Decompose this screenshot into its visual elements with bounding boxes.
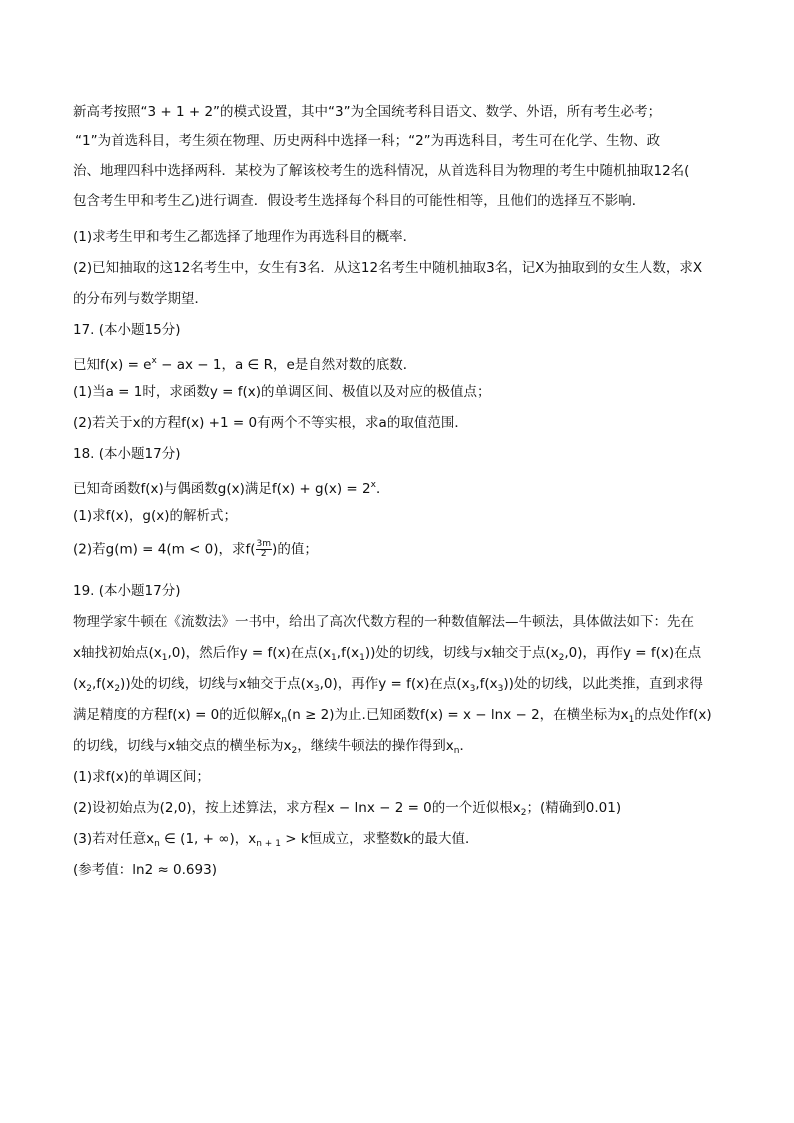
text: (1)求f(x)，g(x)的解析式；: [73, 508, 237, 524]
text: (x: [73, 676, 87, 692]
problem19-part-3: [73, 830, 478, 853]
problem19-part-1: [73, 768, 210, 786]
text: ．: [459, 738, 473, 754]
text: ∈ (1, + ∞)，x: [159, 831, 257, 847]
problem17-part-2: [73, 414, 468, 432]
text: (1)当a = 1时，求函数y = f(x)的单调区间、极值以及对应的极值点；: [73, 384, 491, 400]
problem17-text: [73, 352, 416, 374]
text: (2)若g(m) = 4(m < 0)，求f(: [73, 541, 256, 558]
text: ，继续牛顿法的操作得到x: [297, 738, 454, 754]
text: 19. (本小题17分): [73, 583, 181, 599]
subscript: 3: [497, 684, 504, 694]
text: x轴找初始点(x: [73, 645, 162, 661]
text: ,f(x: [336, 645, 360, 661]
text: 已知f(x) = e: [73, 357, 152, 373]
subscript: 3: [469, 684, 476, 694]
problem19-part-2: [73, 799, 621, 822]
problem19-text-line-2: [73, 644, 701, 667]
subscript: 2: [114, 684, 121, 694]
problem19-heading: [73, 582, 180, 600]
text: ,0)，再作y = f(x)在点(x: [319, 676, 470, 692]
problem16-text-line-1: [73, 103, 661, 121]
subscript: 2: [291, 746, 298, 756]
problem18-heading: [73, 445, 180, 463]
problem19-reference-value: [73, 861, 217, 879]
text: ,f(x: [92, 676, 115, 692]
problem17-heading: [73, 321, 180, 339]
subscript: 3: [313, 684, 320, 694]
text: (2)已知抽取的这12名考生中，女生有3名．从这12名考生中随机抽取3名，记X为抽取到的女生人数，求X: [73, 260, 703, 276]
text: 17. (本小题15分): [73, 322, 181, 338]
text: ))处的切线，切线与x轴交于点(x: [364, 645, 559, 661]
problem16-text-line-4: [73, 192, 645, 210]
text: 已知奇函数f(x)与偶函数g(x)满足f(x) + g(x) = 2: [73, 481, 371, 497]
text: > k恒成立，求整数k的最大值．: [280, 831, 479, 847]
text: ))处的切线，切线与x轴交于点(x: [120, 676, 314, 692]
subscript: n: [453, 746, 460, 756]
problem18-part-1: [73, 507, 237, 525]
denominator: 2: [260, 549, 267, 559]
problem18-part-2: [73, 540, 318, 559]
problem16-part-2-line-2: [73, 290, 208, 308]
numerator: 3m: [256, 539, 272, 549]
text: (2)设初始点为(2,0)，按上述算法，求方程x − lnx − 2 = 0的一个近似根x: [73, 800, 521, 816]
subscript: 2: [558, 653, 565, 663]
subscript: 1: [359, 653, 365, 663]
text: 的分布列与数学期望．: [73, 291, 208, 307]
text: 满足精度的方程f(x) = 0的近似解x: [73, 707, 282, 723]
text: 新高考按照“3 + 1 + 2”的模式设置，其中“3”为全国统考科目语文、数学、外语，所有考生必考；: [73, 104, 662, 120]
text: 物理学家牛顿在《流数法》一书中，给出了高次代数方程的一种数值解法—牛顿法，具体做法如下：先在: [73, 614, 694, 630]
text: ,0)，再作y = f(x)在点: [564, 645, 702, 661]
problem17-part-1: [73, 383, 491, 401]
problem19-text-line-4: [73, 706, 712, 729]
problem16-text-line-3: [73, 162, 689, 180]
text: (参考值：ln2 ≈ 0.693): [73, 862, 217, 878]
subscript: 1: [331, 653, 337, 663]
text: (1)求f(x)的单调区间；: [73, 769, 210, 785]
text: 治、地理四科中选择两科．某校为了解该校考生的选科情况，从首选科目为物理的考生中随机抽取12名(: [73, 163, 690, 179]
text: (1)求考生甲和考生乙都选择了地理作为再选科目的概率．: [73, 229, 417, 245]
text: − ax − 1，a ∈ R，e是自然对数的底数．: [156, 357, 417, 373]
superscript: x: [151, 356, 157, 366]
subscript: 1: [161, 653, 168, 663]
text: ,f(x: [475, 676, 498, 692]
subscript: n: [154, 839, 160, 849]
problem19-text-line-3: [73, 675, 703, 698]
text: 18. (本小题17分): [73, 446, 181, 462]
text: (n ≥ 2)为止.已知函数f(x) = x − lnx − 2，在横坐标为x: [286, 707, 629, 723]
fraction: [256, 540, 273, 559]
subscript: 2: [520, 808, 527, 818]
text: 的点处作f(x): [634, 707, 712, 723]
text: ,0)，然后作y = f(x)在点(x: [167, 645, 332, 661]
subscript: n: [281, 715, 287, 725]
superscript: x: [370, 480, 376, 490]
subscript: n + 1: [256, 839, 281, 849]
text: ；(精确到0.01): [526, 800, 622, 816]
text: 的切线，切线与x轴交点的横坐标为x: [73, 738, 292, 754]
text: (2)若关于x的方程f(x) +1 = 0有两个不等实根，求a的取值范围．: [73, 415, 468, 431]
text: )的值；: [272, 541, 318, 558]
problem18-text: [73, 476, 389, 498]
subscript: 1: [628, 715, 635, 725]
problem19-text-line-5: [73, 737, 473, 760]
text: ．: [375, 481, 390, 497]
text: “1”为首选科目，考生须在物理、历史两科中选择一科；“2”为再选科目，考生可在化学、生物、政: [75, 133, 661, 149]
problem16-part-1: [73, 228, 416, 246]
text: (3)若对任意x: [73, 831, 155, 847]
problem16-text-line-2: [75, 132, 660, 150]
subscript: 2: [86, 684, 92, 694]
problem16-part-2-line-1: [73, 259, 702, 277]
text: 包含考生甲和考生乙)进行调查．假设考生选择每个科目的可能性相等，且他们的选择互不影响．: [73, 193, 646, 209]
text: ))处的切线，以此类推，直到求得: [503, 676, 703, 692]
problem19-text-line-1: [73, 613, 694, 631]
